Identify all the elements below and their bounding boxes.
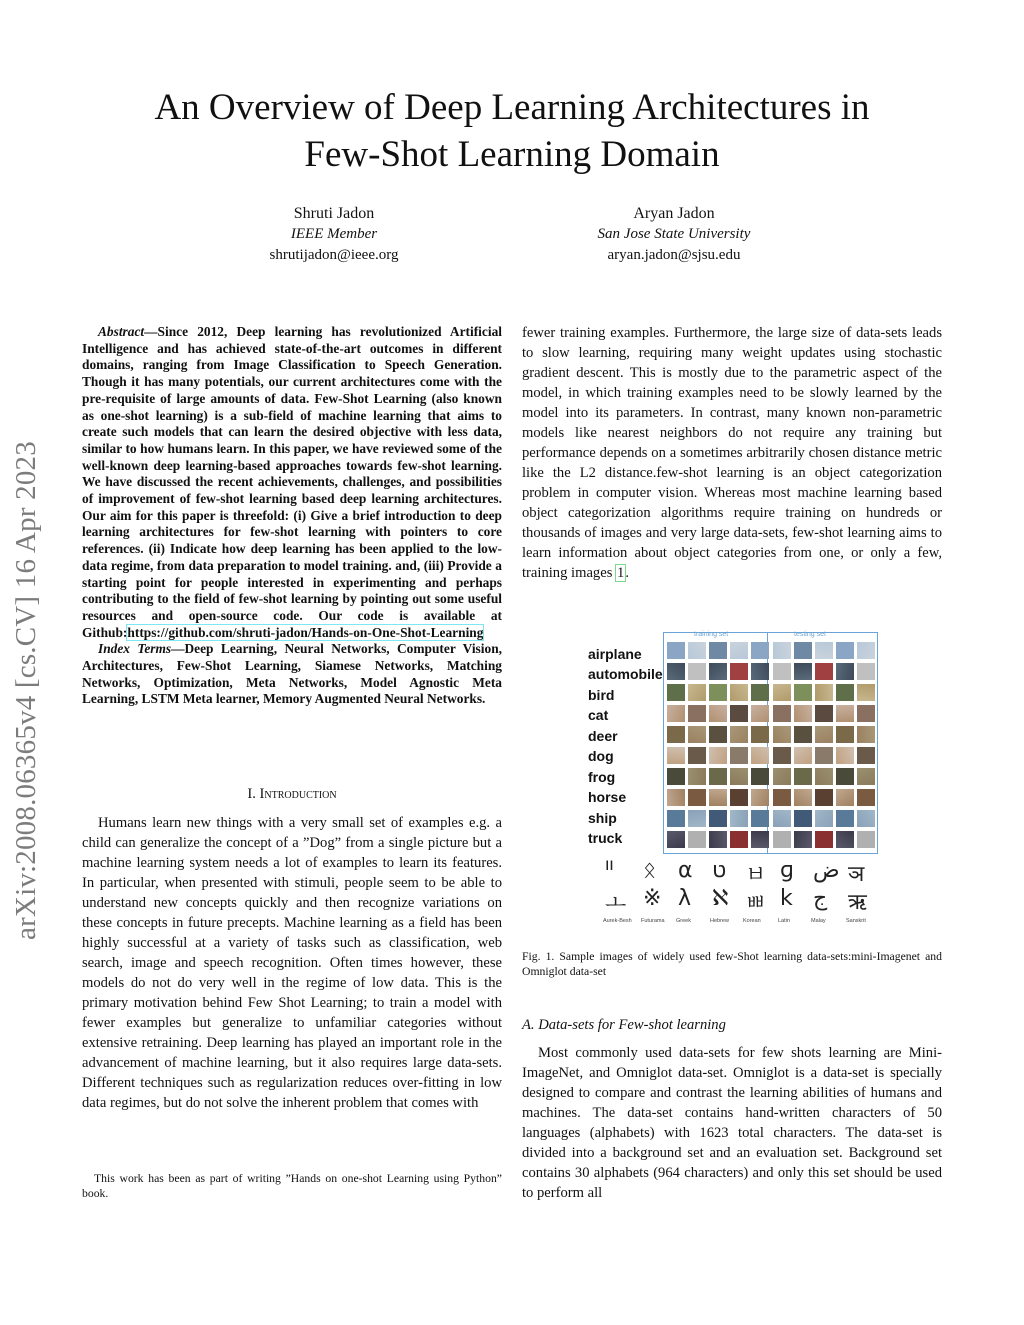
sample-image-thumbnail [815, 642, 833, 659]
sample-image-thumbnail [730, 789, 748, 806]
sample-image-thumbnail [667, 789, 685, 806]
footnote-text: This work has been as part of writing ”Hands on one-shot Learning using Python” book. [82, 1172, 502, 1200]
omniglot-character: ※ [643, 886, 662, 911]
class-label-ship: ship [588, 810, 617, 826]
omniglot-character: ض [813, 858, 840, 883]
section-number: I. [247, 786, 256, 802]
footnote [82, 1171, 502, 1201]
sample-image-thumbnail [667, 810, 685, 827]
omniglot-character: ℵ [712, 886, 729, 911]
github-link[interactable]: https://github.com/shruti-jadon/Hands-on-One-Shot-Learning [127, 624, 484, 640]
sample-image-thumbnail [709, 642, 727, 659]
sample-image-thumbnail [857, 768, 875, 785]
sample-image-thumbnail [709, 747, 727, 764]
omniglot-character: ᑊᑊ [605, 858, 614, 883]
omniglot-script-label: Greek [676, 918, 691, 924]
subsection-heading: A. Data-sets for Few-shot learning [522, 1017, 726, 1033]
sample-image-thumbnail [794, 642, 812, 659]
sample-image-thumbnail [815, 684, 833, 701]
omniglot-character: ɡ [780, 858, 794, 883]
mini-imagenet-grid [663, 632, 878, 854]
sample-image-thumbnail [730, 747, 748, 764]
omniglot-character: k [780, 886, 793, 911]
class-label-deer: deer [588, 728, 618, 744]
sample-image-thumbnail [857, 726, 875, 743]
sample-image-thumbnail [836, 789, 854, 806]
sample-image-thumbnail [730, 684, 748, 701]
sample-image-thumbnail [857, 684, 875, 701]
sample-image-thumbnail [794, 663, 812, 680]
class-label-frog: frog [588, 769, 616, 785]
author-email: shrutijadon@ieee.org [269, 247, 399, 263]
sample-image-thumbnail [773, 642, 791, 659]
sample-image-thumbnail [667, 642, 685, 659]
omniglot-character: α [678, 858, 693, 883]
sample-image-thumbnail [709, 684, 727, 701]
sample-image-thumbnail [730, 810, 748, 827]
omniglot-script-label: Aurek-Besh [603, 918, 632, 924]
sample-image-thumbnail [836, 705, 854, 722]
sample-image-thumbnail [815, 747, 833, 764]
abstract-text: —Since 2012, Deep learning has revolutionized Artificial Intelligence and has achieved state-of-the-art outcomes in different domains, ranging from Image Classification to Speech Generation. Though it has many potentials, our current architectures come with the pre-requisite of large amounts of data. Few-Shot Learning (also known as one-shot learning) is a sub-field of machine learning that aims to create such models that can learn the desired objective with less data, similar to how humans learn. In this paper, we have reviewed some of the well-known deep learning-based approaches towards few-shot learning. We have discussed the recent achievements, challenges, and possibilities of improvement of few-shot learning based deep learning architectures. Our aim for this paper is threefold: (i) Give a brief introduction to deep learning architectures for few-shot learning with pointers to core references. (ii) Indicate how deep learning has been applied to the low-data regime, from data preparation to model training. and, (iii) Provide a starting point for people interested in experimenting and perhaps contributing to the field of few-shot learning by pointing out some useful resources and open-source code. Our code is available at Github: [82, 324, 502, 640]
right-col-end: . [625, 565, 629, 581]
sample-image-thumbnail [794, 789, 812, 806]
sample-image-thumbnail [730, 642, 748, 659]
sample-image-thumbnail [773, 789, 791, 806]
omniglot-script-label: Futurama [641, 918, 665, 924]
sample-image-thumbnail [836, 726, 854, 743]
sample-image-thumbnail [794, 726, 812, 743]
citation-link[interactable]: 1 [617, 565, 625, 581]
sample-image-thumbnail [730, 663, 748, 680]
sample-image-thumbnail [815, 768, 833, 785]
sample-image-thumbnail [836, 642, 854, 659]
sample-image-thumbnail [751, 747, 769, 764]
sample-image-thumbnail [688, 768, 706, 785]
arxiv-identifier: arXiv:2008.06365v4 [cs.CV] 16 Apr 2023 [10, 441, 42, 940]
omniglot-character: ㅃ [745, 891, 767, 916]
abstract-label: Abstract [98, 324, 145, 339]
title-line-2: Few-Shot Learning Domain [304, 134, 720, 175]
sample-image-thumbnail [751, 642, 769, 659]
sample-image-thumbnail [730, 768, 748, 785]
sample-image-thumbnail [773, 768, 791, 785]
omniglot-character: ج [813, 886, 828, 911]
sample-image-thumbnail [751, 789, 769, 806]
sample-image-thumbnail [815, 663, 833, 680]
right-column-paragraph [522, 323, 942, 583]
sample-image-thumbnail [773, 726, 791, 743]
class-label-cat: cat [588, 707, 609, 723]
author-name: Aryan Jadon [633, 205, 715, 222]
omniglot-script-label: Malay [811, 918, 826, 924]
sample-image-thumbnail [730, 705, 748, 722]
sample-image-thumbnail [667, 747, 685, 764]
sample-image-thumbnail [857, 747, 875, 764]
sample-image-thumbnail [751, 705, 769, 722]
sample-image-thumbnail [688, 684, 706, 701]
sample-image-thumbnail [667, 768, 685, 785]
sample-image-thumbnail [751, 663, 769, 680]
sample-image-thumbnail [730, 831, 748, 848]
sample-image-thumbnail [751, 768, 769, 785]
author-affiliation: San Jose State University [597, 226, 751, 242]
training-set-label: training set [694, 631, 729, 638]
omniglot-script-label: Hebrew [710, 918, 729, 924]
sample-image-thumbnail [751, 831, 769, 848]
section-title: Introduction [259, 786, 337, 802]
sample-image-thumbnail [815, 789, 833, 806]
class-label-bird: bird [588, 687, 615, 703]
sample-image-thumbnail [815, 831, 833, 848]
sample-image-thumbnail [751, 810, 769, 827]
index-terms-text: —Deep Learning, Neural Networks, Computer Vision, Architectures, Few-Shot Learning, Siamese Networks, Matching Networks, Optimization, Meta Networks, Model Agnostic Meta Learning, LSTM Meta learner, Memory Augmented Neural Networks. [82, 641, 502, 707]
omniglot-character: ט [712, 858, 727, 883]
sample-image-thumbnail [815, 705, 833, 722]
sample-image-thumbnail [857, 663, 875, 680]
sample-image-thumbnail [751, 684, 769, 701]
sample-image-thumbnail [688, 663, 706, 680]
sample-image-thumbnail [688, 726, 706, 743]
sample-image-thumbnail [751, 726, 769, 743]
sample-image-thumbnail [815, 726, 833, 743]
omniglot-script-label: Korean [743, 918, 761, 924]
sample-image-thumbnail [709, 810, 727, 827]
subsection-text: Most commonly used data-sets for few shots learning are Mini-ImageNet, and Omniglot data-set. Omniglot is a data-set is specially designed to compare and contrast the learning abilities of humans and machines. The data-set contains hand-written characters of 50 languages (alphabets) with 1623 total characters. The data-set is divided into a background set and an evaluation set. Background set contains 30 alphabets (964 characters) and only this set should be used to perform all [522, 1045, 942, 1201]
class-label-dog: dog [588, 748, 614, 764]
intro-text: Humans learn new things with a very small set of examples e.g. a child can generalize the concept of a ”Dog” from a single picture but a machine learning system needs a lot of examples to learn its features. In particular, when presented with stimuli, people seem to be able to understand new concepts quickly and then recognize variations on these concepts in future precepts. Machine learning as a field has been highly successful at a variety of tasks such as classification, web search, image and speech recognition. Often times however, these models do not do very well in the regime of low data. This is the primary motivation behind Few Shot Learning; to train a model with fewer examples but generalize to unfamiliar categories without extensive retraining. Deep learning has played an important role in the advancement of machine learning, but it also requires large data-sets. Different techniques such as regularization reduces over-fitting in low data regimes, but do not solve the inherent problem that comes with [82, 815, 502, 1111]
sample-image-thumbnail [836, 768, 854, 785]
sample-image-thumbnail [688, 810, 706, 827]
abstract [82, 324, 502, 708]
sample-image-thumbnail [794, 684, 812, 701]
sample-image-thumbnail [709, 663, 727, 680]
class-label-horse: horse [588, 789, 627, 805]
omniglot-character: ऋ [848, 890, 867, 915]
sample-image-thumbnail [688, 705, 706, 722]
sample-image-thumbnail [857, 789, 875, 806]
sample-image-thumbnail [709, 789, 727, 806]
subsection-paragraph [522, 1043, 942, 1203]
author-email: aryan.jadon@sjsu.edu [607, 247, 741, 263]
sample-image-thumbnail [667, 663, 685, 680]
omniglot-character: ㅂ [745, 863, 767, 888]
index-terms-label: Index Terms [98, 641, 172, 657]
sample-image-thumbnail [815, 810, 833, 827]
sample-image-thumbnail [688, 831, 706, 848]
sample-image-thumbnail [773, 663, 791, 680]
sample-image-thumbnail [794, 705, 812, 722]
sample-image-thumbnail [857, 705, 875, 722]
sample-image-thumbnail [667, 726, 685, 743]
omniglot-character: ञ [848, 862, 865, 887]
sample-image-thumbnail [836, 663, 854, 680]
sample-image-thumbnail [794, 747, 812, 764]
sample-image-thumbnail [773, 831, 791, 848]
author-1 [184, 203, 484, 266]
sample-image-thumbnail [794, 831, 812, 848]
author-name: Shruti Jadon [293, 205, 375, 222]
sample-image-thumbnail [667, 831, 685, 848]
sample-image-thumbnail [709, 705, 727, 722]
sample-image-thumbnail [836, 810, 854, 827]
sample-image-thumbnail [836, 831, 854, 848]
sample-image-thumbnail [773, 747, 791, 764]
class-label-automobile: automobile [588, 666, 663, 682]
class-label-truck: truck [588, 830, 623, 846]
paper-title [60, 84, 964, 178]
class-label-airplane: airplane [588, 646, 642, 662]
sample-image-thumbnail [667, 705, 685, 722]
omniglot-character: ᛟ [643, 858, 657, 883]
title-line-1: An Overview of Deep Learning Architectures in [154, 87, 870, 128]
sample-image-thumbnail [709, 831, 727, 848]
omniglot-script-label: Sanskrit [846, 918, 866, 924]
sample-image-thumbnail [730, 726, 748, 743]
omniglot-script-label: Latin [778, 918, 790, 924]
omniglot-character: ㅗ [605, 891, 627, 916]
sample-image-thumbnail [688, 642, 706, 659]
sample-image-thumbnail [688, 747, 706, 764]
section-heading-introduction [82, 784, 502, 804]
sample-image-thumbnail [836, 684, 854, 701]
sample-image-thumbnail [836, 747, 854, 764]
introduction-paragraph [82, 813, 502, 1113]
sample-image-thumbnail [709, 726, 727, 743]
author-affiliation: IEEE Member [290, 226, 378, 242]
sample-image-thumbnail [857, 831, 875, 848]
sample-image-thumbnail [709, 768, 727, 785]
author-2 [524, 203, 824, 266]
sample-image-thumbnail [667, 684, 685, 701]
sample-image-thumbnail [773, 810, 791, 827]
sample-image-thumbnail [857, 810, 875, 827]
sample-image-thumbnail [794, 768, 812, 785]
sample-image-thumbnail [794, 810, 812, 827]
right-col-text: fewer training examples. Furthermore, the large size of data-sets leads to slow learning, requiring many weight updates using stochastic gradient descent. This is mostly due to the parametric aspect of the model, in which training examples need to be slowly learned by the model into its parameters. In contrast, many known non-parametric models like nearest neighbors do not require any training but performance depends on a sometimes arbitrarily chosen distance metric like the L2 distance.few-shot learning is an object categorization problem in computer vision. Whereas most machine learning based object categorization algorithms require training on hundreds or thousands of images and very large data-sets, few-shot learning aims to learn information about object categories from one, or only a few, training images [522, 325, 942, 581]
omniglot-character: λ [678, 886, 692, 911]
sample-image-thumbnail [773, 684, 791, 701]
testing-set-label: testing set [794, 631, 826, 638]
sample-image-thumbnail [773, 705, 791, 722]
sample-image-thumbnail [857, 642, 875, 659]
sample-image-thumbnail [688, 789, 706, 806]
figure-caption: Fig. 1. Sample images of widely used few-Shot learning data-sets:mini-Imagenet and Omniglot data-set [522, 950, 942, 978]
